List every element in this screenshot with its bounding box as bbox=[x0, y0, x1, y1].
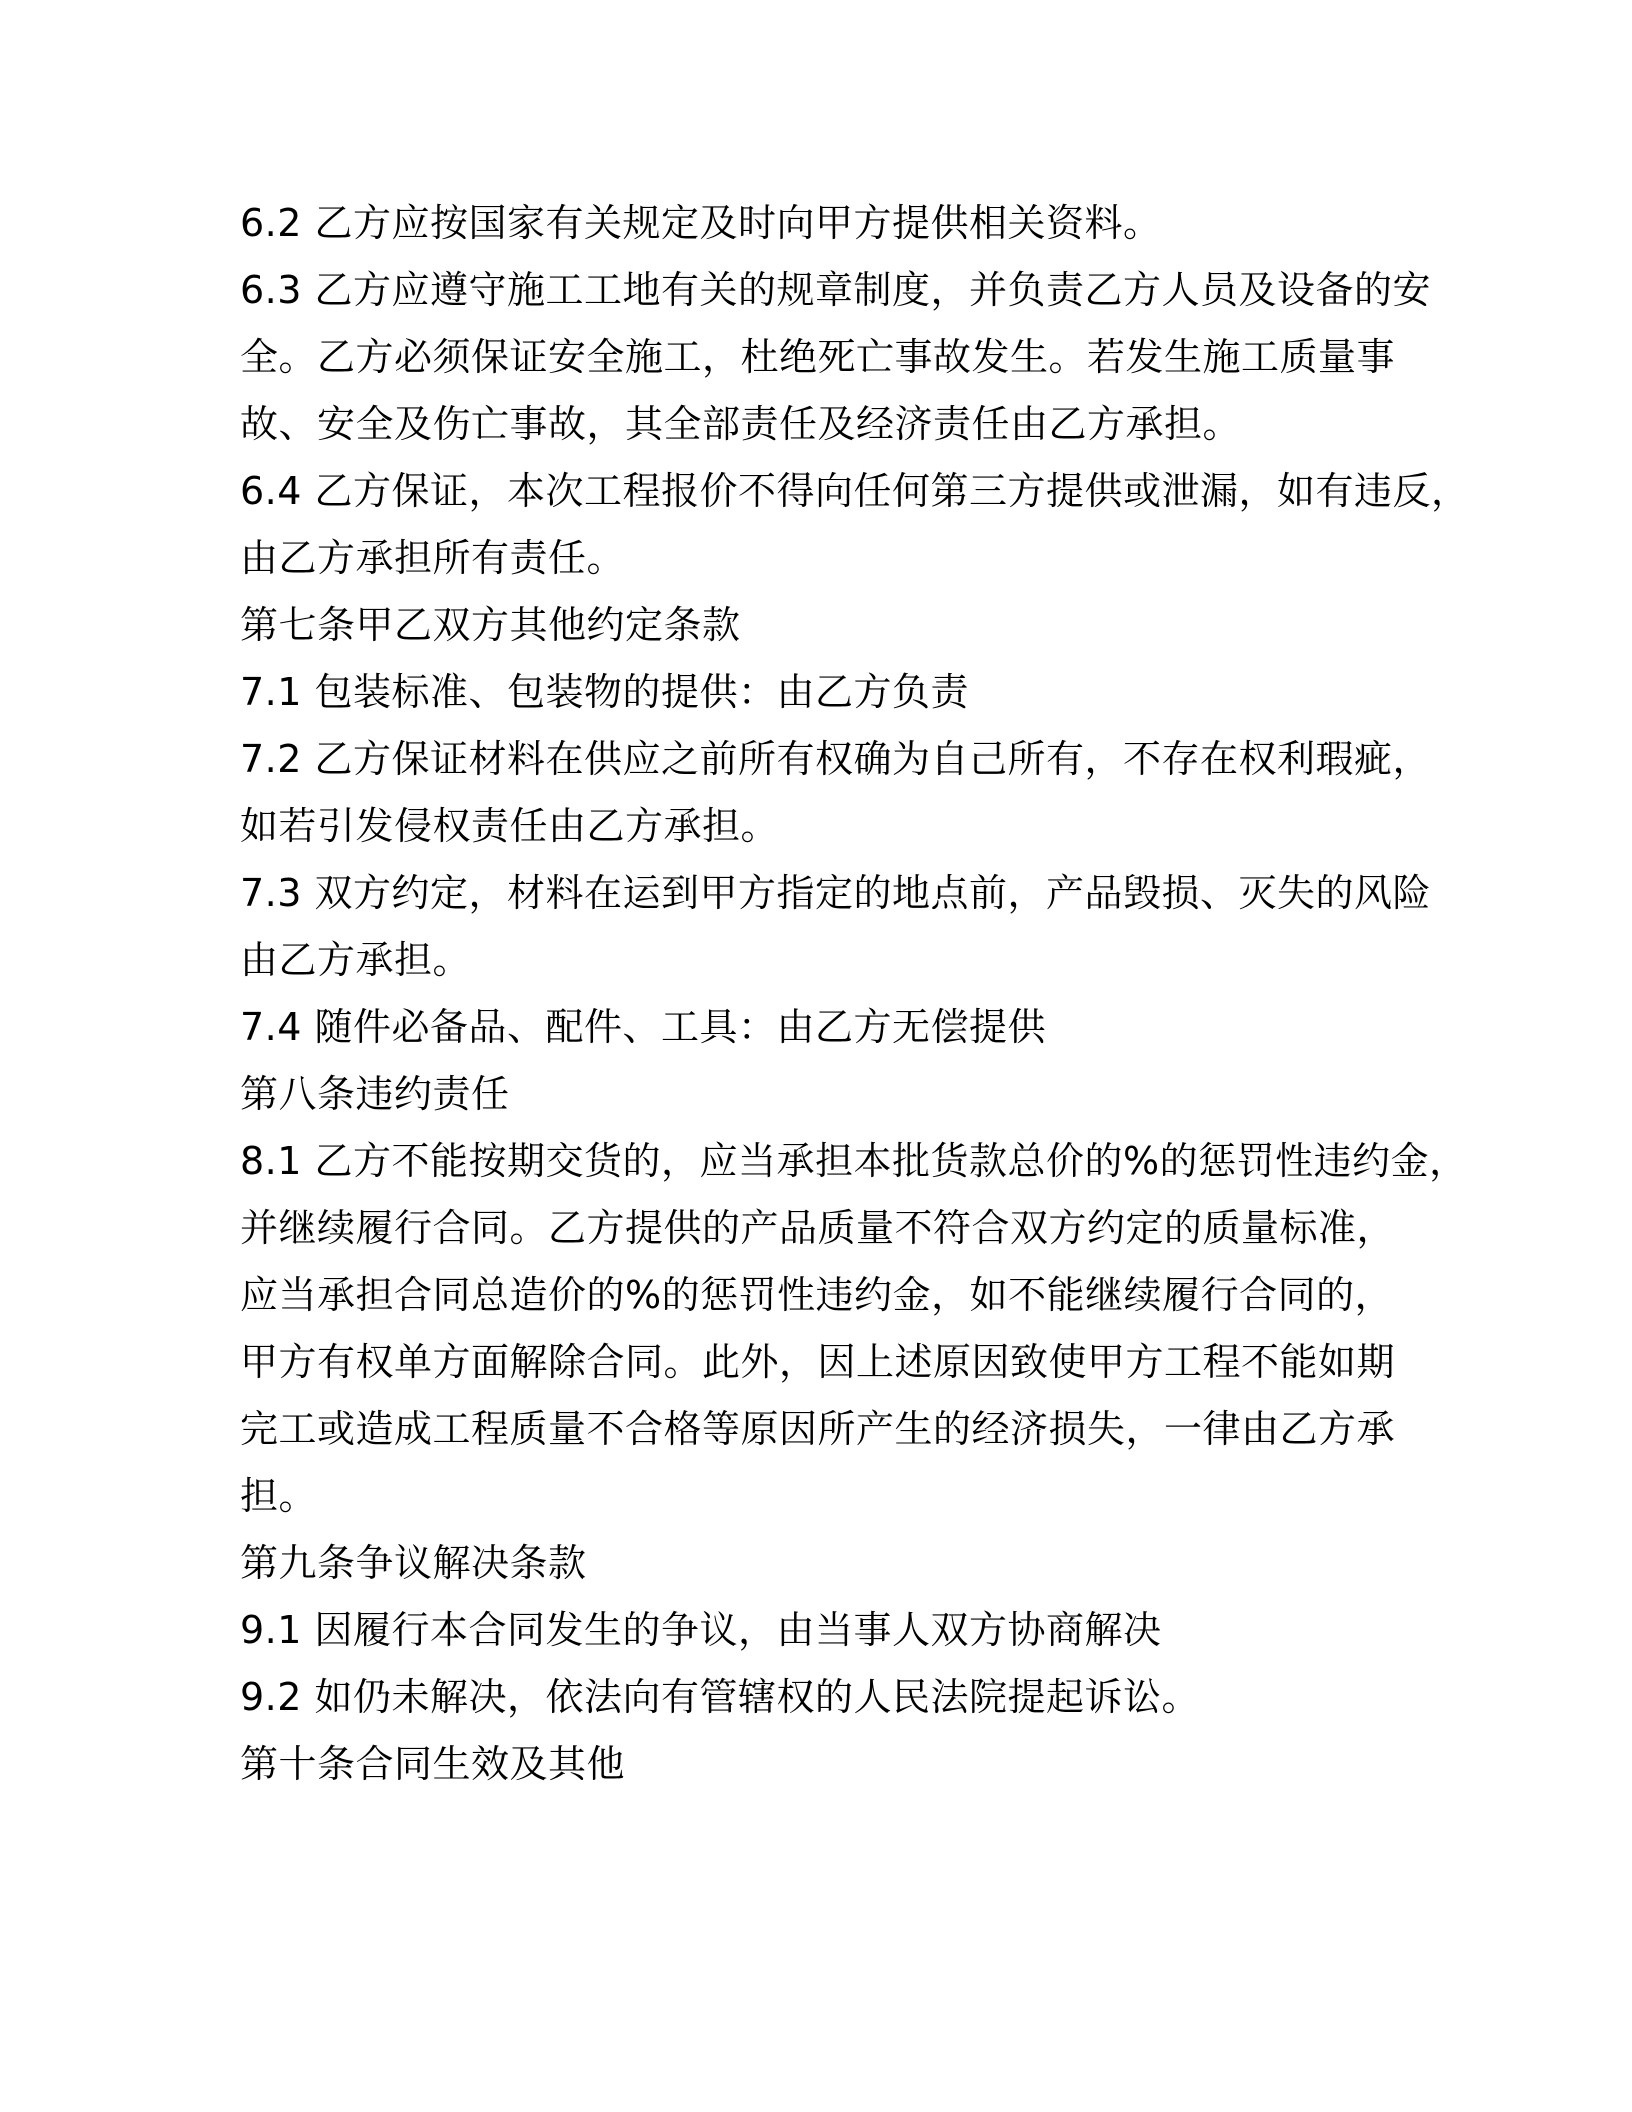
text-line-8-1-cont-2: 应当承担合同总造价的%的惩罚性违约金，如不能继续履行合同的， bbox=[240, 1273, 1394, 1317]
text-line-6-3: 6.3 乙方应遵守施工工地有关的规章制度，并负责乙方人员及设备的安 bbox=[240, 268, 1432, 312]
text-line-7-4: 7.4 随件必备品、配件、工具：由乙方无偿提供 bbox=[240, 1005, 1047, 1049]
text-line-6-3-cont-2: 故、安全及伤亡事故，其全部责任及经济责任由乙方承担。 bbox=[240, 402, 1242, 446]
text-line-7-2: 7.2 乙方保证材料在供应之前所有权确为自己所有，不存在权利瑕疵， bbox=[240, 737, 1432, 781]
text-line-6-4: 6.4 乙方保证，本次工程报价不得向任何第三方提供或泄漏，如有违反， bbox=[240, 469, 1470, 513]
text-line-8-1-cont-1: 并继续履行合同。乙方提供的产品质量不符合双方约定的质量标准， bbox=[240, 1206, 1396, 1250]
section-heading-10: 第十条合同生效及其他 bbox=[240, 1742, 626, 1786]
text-line-8-1: 8.1 乙方不能按期交货的，应当承担本批货款总价的%的惩罚性违约金， bbox=[240, 1139, 1468, 1183]
section-heading-7: 第七条甲乙双方其他约定条款 bbox=[240, 603, 741, 647]
text-line-6-3-cont-1: 全。乙方必须保证安全施工，杜绝死亡事故发生。若发生施工质量事 bbox=[240, 335, 1396, 379]
section-heading-8: 第八条违约责任 bbox=[240, 1072, 510, 1116]
text-line-7-2-cont: 如若引发侵权责任由乙方承担。 bbox=[240, 804, 780, 848]
text-line-8-1-cont-4: 完工或造成工程质量不合格等原因所产生的经济损失，一律由乙方承 bbox=[240, 1407, 1396, 1451]
document-body bbox=[240, 190, 1470, 1798]
text-line-6-2: 6.2 乙方应按国家有关规定及时向甲方提供相关资料。 bbox=[240, 201, 1162, 245]
text-line-6-4-cont: 由乙方承担所有责任。 bbox=[240, 536, 626, 580]
text-line-7-3-cont: 由乙方承担。 bbox=[240, 938, 472, 982]
text-line-8-1-cont-3: 甲方有权单方面解除合同。此外，因上述原因致使甲方工程不能如期 bbox=[240, 1340, 1396, 1384]
text-line-7-3: 7.3 双方约定，材料在运到甲方指定的地点前，产品毁损、灭失的风险 bbox=[240, 871, 1432, 915]
text-line-8-1-cont-5: 担。 bbox=[240, 1474, 318, 1518]
text-line-7-1: 7.1 包装标准、包装物的提供：由乙方负责 bbox=[240, 670, 970, 714]
section-heading-9: 第九条争议解决条款 bbox=[240, 1541, 587, 1585]
text-line-9-2: 9.2 如仍未解决，依法向有管辖权的人民法院提起诉讼。 bbox=[240, 1675, 1201, 1719]
text-line-9-1: 9.1 因履行本合同发生的争议，由当事人双方协商解决 bbox=[240, 1608, 1162, 1652]
